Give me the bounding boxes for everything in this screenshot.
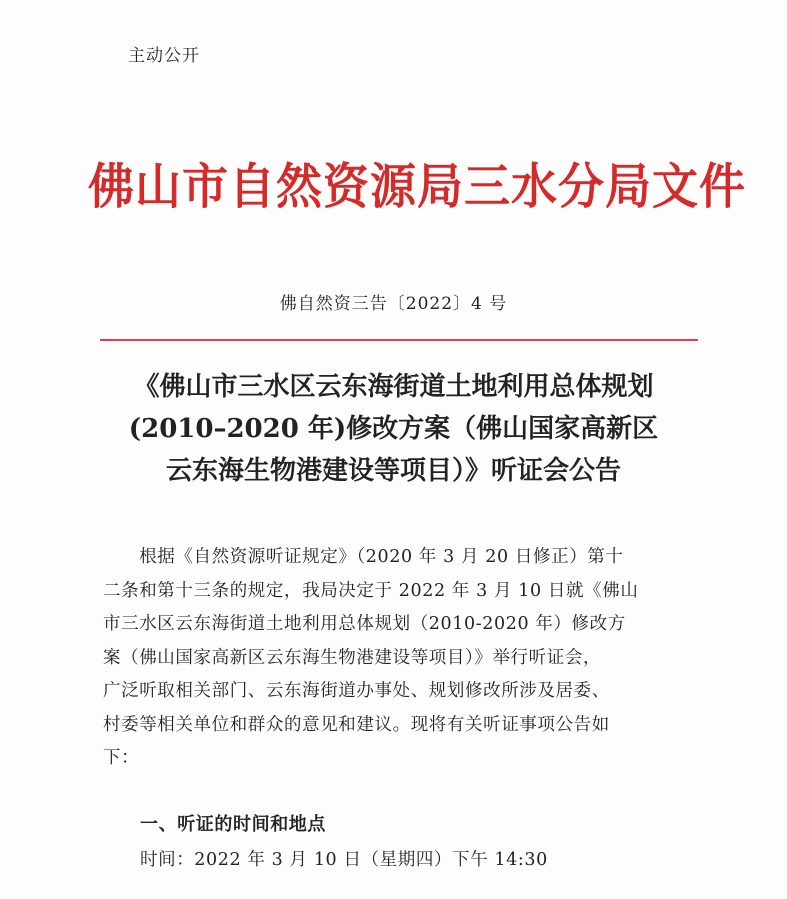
section-heading: 一、听证的时间和地点: [140, 814, 326, 835]
body-line: 下：: [103, 748, 140, 768]
title-line: 云东海生物港建设等项目）》听证会公告: [165, 456, 621, 486]
body-line: 根据《自然资源听证规定》（2020 年 3 月 20 日修正）第十: [103, 547, 624, 567]
body-line: 二条和第十三条的规定，我局决定于 2022 年 3 月 10 日就《佛山: [103, 580, 639, 601]
body-line: 村委等相关单位和群众的意见和建议。现将有关听证事项公告如: [103, 714, 610, 735]
body-line: 市三水区云东海街道土地利用总体规划（2010-2020 年）修改方: [103, 614, 626, 634]
document-title: [0, 366, 787, 492]
issuer-header: 佛山市自然资源局三水分局文件: [88, 157, 746, 215]
hearing-time: 时间：2022 年 3 月 10 日（星期四）下午 14:30: [140, 850, 548, 870]
title-line: (2010–2020 年)修改方案（佛山国家高新区: [128, 414, 659, 444]
red-divider-line: [100, 339, 698, 341]
title-line: 《佛山市三水区云东海街道土地利用总体规划: [133, 372, 654, 402]
document-number: 佛自然资三告〔2022〕4 号: [279, 294, 508, 314]
disclosure-label: 主动公开: [128, 46, 200, 66]
body-line: 广泛听取相关部门、云东海街道办事处、规划修改所涉及居委、: [103, 681, 610, 701]
body-line: 案（佛山国家高新区云东海生物港建设等项目）》举行听证会，: [103, 647, 602, 668]
body-paragraph: [103, 541, 695, 776]
